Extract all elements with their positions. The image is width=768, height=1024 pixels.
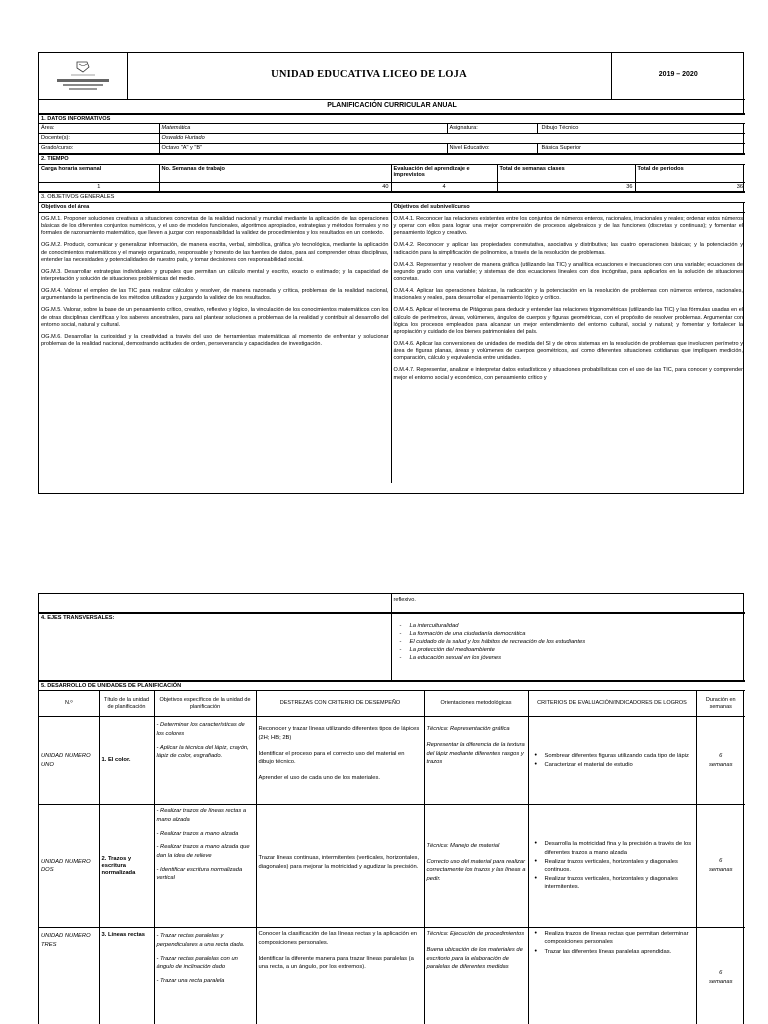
- unit-objectives: [154, 805, 256, 928]
- unidades-table: [39, 681, 745, 1024]
- area-objective: OG.M.2. Producir, comunicar y generalizar información, de manera escrita, verbal, simbólica, gráfica y/o tecnológica, mediante la aplicación de conocimientos matemáticos y el manejo organizado, responsable y honesto de las fuentes de datos, para así comprender otras disciplinas, entender las necesidades y potencialidades de nuestro país, y tomar decisiones con responsabilidad social.: [41, 242, 389, 263]
- unit-title: 3. Líneas rectas: [99, 928, 154, 1024]
- unit-objective: - Trazar rectas paralelas con un ángulo de inclinación dado: [156, 955, 238, 971]
- unit-criterio: • Caracterizar el material de estudio: [533, 761, 694, 769]
- area-objective: OG.M.3. Desarrollar estrategias individuales y grupales que permitan un cálculo mental y escrito, exacto o estimado; y la capacidad de interpretación y solución de situaciones problémicas del medio.: [41, 268, 389, 282]
- unit-objective: - Determinar los características de los colores: [156, 722, 245, 737]
- tiempo-table: [39, 154, 745, 193]
- eje-item: - La interculturalidad: [400, 622, 744, 630]
- area-label: Área:: [39, 124, 159, 134]
- unit-objective: - Trazar una recta paralela: [156, 978, 225, 985]
- grado-label: Grado/curso:: [39, 143, 159, 153]
- section-3-title: 3. OBJETIVOS GENERALES: [39, 193, 745, 203]
- page-one: [38, 52, 744, 494]
- unit-orientacion: Buena ubicación de los materiales de escritorio para la elaboración de paralelas de diferentes medidas: [426, 947, 523, 971]
- subnivel-objective: O.M.4.1. Reconocer las relaciones existentes entre los conjuntos de números enteros, racionales, irracionales y reales; ordenar estos números y operar con ellos para lograr una mejor comprensión de procesos algebraicos y de las funciones (discretas y continuas); y fomentar el pensamiento lógico y creativo.: [393, 216, 743, 237]
- subnivel-objectives-header: Objetivos del subnivel/curso: [391, 203, 745, 213]
- duration-unit: semanas: [708, 761, 733, 768]
- unit-destrezas: [256, 805, 424, 928]
- subnivel-objective: O.M.4.5. Aplicar el teorema de Pitágoras para deducir y entender las relaciones trigonométricas (utilizando las TIC) y las fórmulas usadas en el cálculo de perímetros, áreas, volúmenes, ángulos de cuerpos y figuras geométricas, con el propósito de resolver problemas. Argumentar con lógica los procesos empleados para alcanzar un mejor entendimiento del entorno cultural, social y natural; y fomentar y fortalecer la apropiación y cuidado de los bienes patrimoniales del país.: [393, 307, 743, 335]
- datos-informativos-table: [39, 114, 745, 154]
- subnivel-objective: O.M.4.3. Representar y resolver de manera gráfica (utilizando las TIC) y analítica ecuaciones e inecuaciones con una variable; ecuaciones de segundo grado con una variable; y sistemas de dos ecuaciones lineales con dos incógnitas, para aplicarlos en la solución de situaciones concretas.: [393, 261, 743, 282]
- grado-value: Octavo "A" y "B": [159, 143, 447, 153]
- unit-destreza: Trazar líneas continuas, intermitentes (verticales, horizontales, diagonales) para mejorar la motricidad y agudizar la precisión.: [258, 855, 420, 870]
- evaluacion-header: Evaluación del aprendizaje e imprevistos: [391, 164, 497, 182]
- logo-cell: [39, 53, 127, 99]
- header-num: N.º: [39, 691, 99, 717]
- unit-destreza: Reconocer y trazar líneas utilizando diferentes tipos de lápices (2H; HB; 2B): [258, 726, 420, 741]
- continuation-table: [39, 594, 745, 613]
- unit-destreza: Conocer la clasificación de las líneas rectas y la aplicación en composiciones personales.: [258, 931, 418, 946]
- continuation-text: reflexivo.: [391, 594, 745, 612]
- docente-value: Oswaldo Hurtado: [159, 134, 745, 144]
- total-semanas-value: 36: [497, 182, 635, 192]
- unit-criterios: [528, 928, 696, 1024]
- unit-destrezas: [256, 928, 424, 1024]
- school-years: 2019 – 2020: [611, 53, 745, 99]
- unit-criterios: [528, 717, 696, 805]
- duration-unit: semanas: [708, 867, 733, 874]
- duration-number: 6: [719, 858, 723, 865]
- header-table: [39, 53, 745, 114]
- section-2-title: 2. TIEMPO: [39, 154, 745, 164]
- school-name: UNIDAD EDUCATIVA LICEO DE LOJA: [127, 53, 611, 99]
- subnivel-objective: O.M.4.7. Representar, analizar e interpretar datos estadísticos y situaciones probabilísticas con el uso de las TIC, para conocer y comprender mejor el entorno social y económico, con pensamiento crítico y: [393, 367, 743, 381]
- unit-row: [39, 928, 745, 1024]
- semanas-header: No. Semanas de trabajo: [159, 164, 391, 182]
- unit-criterio: • Trazar las diferentes líneas paralelas aprendidas.: [533, 948, 694, 956]
- plan-title: PLANIFICACIÓN CURRICULAR ANUAL: [39, 99, 745, 113]
- page-two: [38, 593, 744, 1024]
- section-5-title: 5. DESARROLLO DE UNIDADES DE PLANIFICACIÓN: [39, 681, 745, 691]
- docente-label: Docente(s):: [39, 134, 159, 144]
- header-duracion: Duración en semanas: [696, 691, 745, 717]
- unit-criterios: [528, 805, 696, 928]
- asignatura-label: Asignatura:: [447, 124, 537, 134]
- subnivel-objective: O.M.4.2. Reconocer y aplicar las propiedades conmutativa, asociativa y distributiva; las cuatro operaciones básicas; y la potenciación y radicación para la simplificación de polinomios, a través de la resolución de problemas.: [393, 242, 743, 256]
- duration-number: 6: [719, 752, 723, 759]
- unit-orientaciones: [424, 717, 528, 805]
- unit-criterio: • Realizar trazos verticales, horizontales y diagonales intermitentes.: [533, 875, 694, 891]
- eje-item: - La educación sexual en los jóvenes: [400, 654, 744, 662]
- unit-name: UNIDAD NUMERO DOS: [39, 805, 99, 928]
- unit-destreza: Aprender el uso de cada uno de los materiales.: [258, 775, 380, 782]
- ejes-list: [391, 613, 745, 680]
- unit-name: UNIDAD NUMERO TRES: [39, 928, 99, 1024]
- unit-orientacion: Técnica: Ejecución de procedimientos: [426, 931, 525, 938]
- header-criterios: CRITERIOS DE EVALUACIÓN/INDICADORES DE LOGROS: [528, 691, 696, 717]
- unit-duration: [696, 717, 745, 805]
- unit-objective: - Realizar trazos a mano alzada que dan la idea de relieve: [156, 844, 250, 860]
- eje-item: - El cuidado de la salud y los hábitos de recreación de los estudiantes: [400, 638, 744, 646]
- continuation-left: [39, 594, 391, 612]
- objetivos-table: [39, 192, 745, 482]
- unit-name: UNIDAD NUMERO UNO: [39, 717, 99, 805]
- header-titulo: Título de la unidad de planificación: [99, 691, 154, 717]
- unit-duration: [696, 928, 745, 1024]
- subnivel-objective: O.M.4.6. Aplicar las conversiones de unidades de medida del SI y de otros sistemas en la resolución de problemas que involucren perímetro y área de figuras planas, áreas y volúmenes de cuerpos geométricos, así como diferentes situaciones cotidianas que impliquen medición, comparación, cálculo y equivalencia entre unidades.: [393, 340, 743, 362]
- section-4-title: 4. EJES TRANSVERSALES:: [39, 613, 391, 680]
- unit-criterio: • Realizar trazos verticales, horizontales y diagonales continuos.: [533, 858, 694, 874]
- asignatura-value: Dibujo Técnico: [537, 124, 745, 134]
- school-logo-icon: [43, 58, 123, 94]
- area-objective: OG.M.6. Desarrollar la curiosidad y la creatividad a través del uso de herramientas matemáticas al momento de enfrentar y solucionar problemas de la realidad nacional, demostrando actitudes de orden, perseverancia y capacidades de investigación.: [41, 333, 389, 347]
- unit-orientacion: Técnica: Manejo de material: [426, 842, 500, 849]
- header-destrezas: DESTREZAS CON CRITERIO DE DESEMPEÑO: [256, 691, 424, 717]
- header-orientaciones: Orientaciones metodológicas: [424, 691, 528, 717]
- unit-orientaciones: [424, 805, 528, 928]
- unit-row: [39, 717, 745, 805]
- unit-destreza: Identificar el proceso para el correcto uso del material en dibujo técnico.: [258, 750, 405, 766]
- subnivel-objectives: [391, 213, 745, 483]
- area-objective: OG.M.4. Valorar el empleo de las TIC para realizar cálculos y resolver, de manera razonada y crítica, problemas de la realidad nacional, argumentando la pertinencia de los métodos utilizados y juzgando la validez de los resultados.: [41, 288, 389, 302]
- carga-header: Carga horaria semanal: [39, 164, 159, 182]
- area-value: Matemática: [159, 124, 447, 134]
- unit-objective: - Realizar trazos a mano alzada: [156, 830, 239, 837]
- unit-orientacion: Representar la diferencia de la textura del lápiz mediante diferentes rasgos y trazos: [426, 742, 525, 766]
- eje-item: - La protección del medioambiente: [400, 646, 744, 654]
- duration-unit: semanas: [708, 979, 733, 986]
- unit-objectives: [154, 928, 256, 1024]
- duration-number: 6: [719, 969, 723, 976]
- nivel-value: Básica Superior: [537, 143, 745, 153]
- unit-objective: - Realizar trazos de líneas rectas a mano alzada: [156, 808, 247, 823]
- evaluacion-value: 4: [391, 182, 497, 192]
- header-objetivos: Objetivos específicos de la unidad de planificación: [154, 691, 256, 717]
- eje-item: - La formación de una ciudadanía democrática: [400, 630, 744, 638]
- carga-value: 1: [39, 182, 159, 192]
- unit-title: 2. Trazos y escritura normalizada: [99, 805, 154, 928]
- unit-title: 1. El color.: [99, 717, 154, 805]
- ejes-table: [39, 613, 745, 681]
- unit-orientacion: Técnica: Representación gráfica: [426, 726, 510, 733]
- unit-objective: - Identificar escritura normalizada vertical: [156, 866, 243, 882]
- unit-destreza: Identificar la diferente manera para trazar líneas paralelas (a una recta, a un ángulo, por los extremos).: [258, 955, 414, 971]
- area-objectives: [39, 213, 391, 483]
- unit-orientaciones: [424, 928, 528, 1024]
- unit-criterio: • Realiza trazos de líneas rectas que permitan determinar composiciones personales: [533, 930, 694, 946]
- unit-destrezas: [256, 717, 424, 805]
- area-objectives-header: Objetivos del área: [39, 203, 391, 213]
- total-periodos-header: Total de periodos: [635, 164, 745, 182]
- total-semanas-header: Total de semanas clases: [497, 164, 635, 182]
- unit-objective: - Aplicar la técnica del lápiz, crayón, lápiz de color, esgrafiado.: [156, 744, 249, 760]
- nivel-label: Nivel Educativo:: [447, 143, 537, 153]
- unit-criterio: • Sombrear diferentes figuras utilizando cada tipo de lápiz: [533, 752, 694, 760]
- unit-criterio: • Desarrolla la motricidad fina y la precisión a través de los diferentes trazos a mano alzada: [533, 840, 694, 856]
- unit-objective: - Trazar rectas paralelas y perpendiculares a una recta dada.: [156, 933, 245, 948]
- unit-duration: [696, 805, 745, 928]
- unit-orientacion: Correcto uso del material para realizar correctamente los trazos y las líneas a pedir.: [426, 858, 526, 882]
- subnivel-objective: O.M.4.4. Aplicar las operaciones básicas, la radicación y la potenciación en la resolución de problemas con números enteros, racionales, irracionales y reales, para desarrollar el pensamiento lógico y crítico.: [393, 288, 743, 302]
- area-objective: OG.M.1. Proponer soluciones creativas a situaciones concretas de la realidad nacional y mundial mediante la aplicación de las operaciones básicas de los diferentes conjuntos numéricos, y el uso de modelos funcionales, algoritmos apropiados, estrategias y métodos formales y no formales de razonamiento matemático, que lleven a juzgar con responsabilidad la validez de procedimientos y los resultados en un contexto.: [41, 216, 389, 237]
- section-1-title: 1. DATOS INFORMATIVOS: [39, 114, 745, 124]
- unit-objectives: [154, 717, 256, 805]
- unit-row: [39, 805, 745, 928]
- semanas-value: 40: [159, 182, 391, 192]
- total-periodos-value: 36: [635, 182, 745, 192]
- area-objective: OG.M.5. Valorar, sobre la base de un pensamiento crítico, creativo, reflexivo y lógico, la vinculación de los conocimientos matemáticos con los de otras disciplinas científicas y los saberes ancestrales, para así plantear soluciones a problemas de la realidad y contribuir al desarrollo del entorno social, natural y cultural.: [41, 307, 389, 328]
